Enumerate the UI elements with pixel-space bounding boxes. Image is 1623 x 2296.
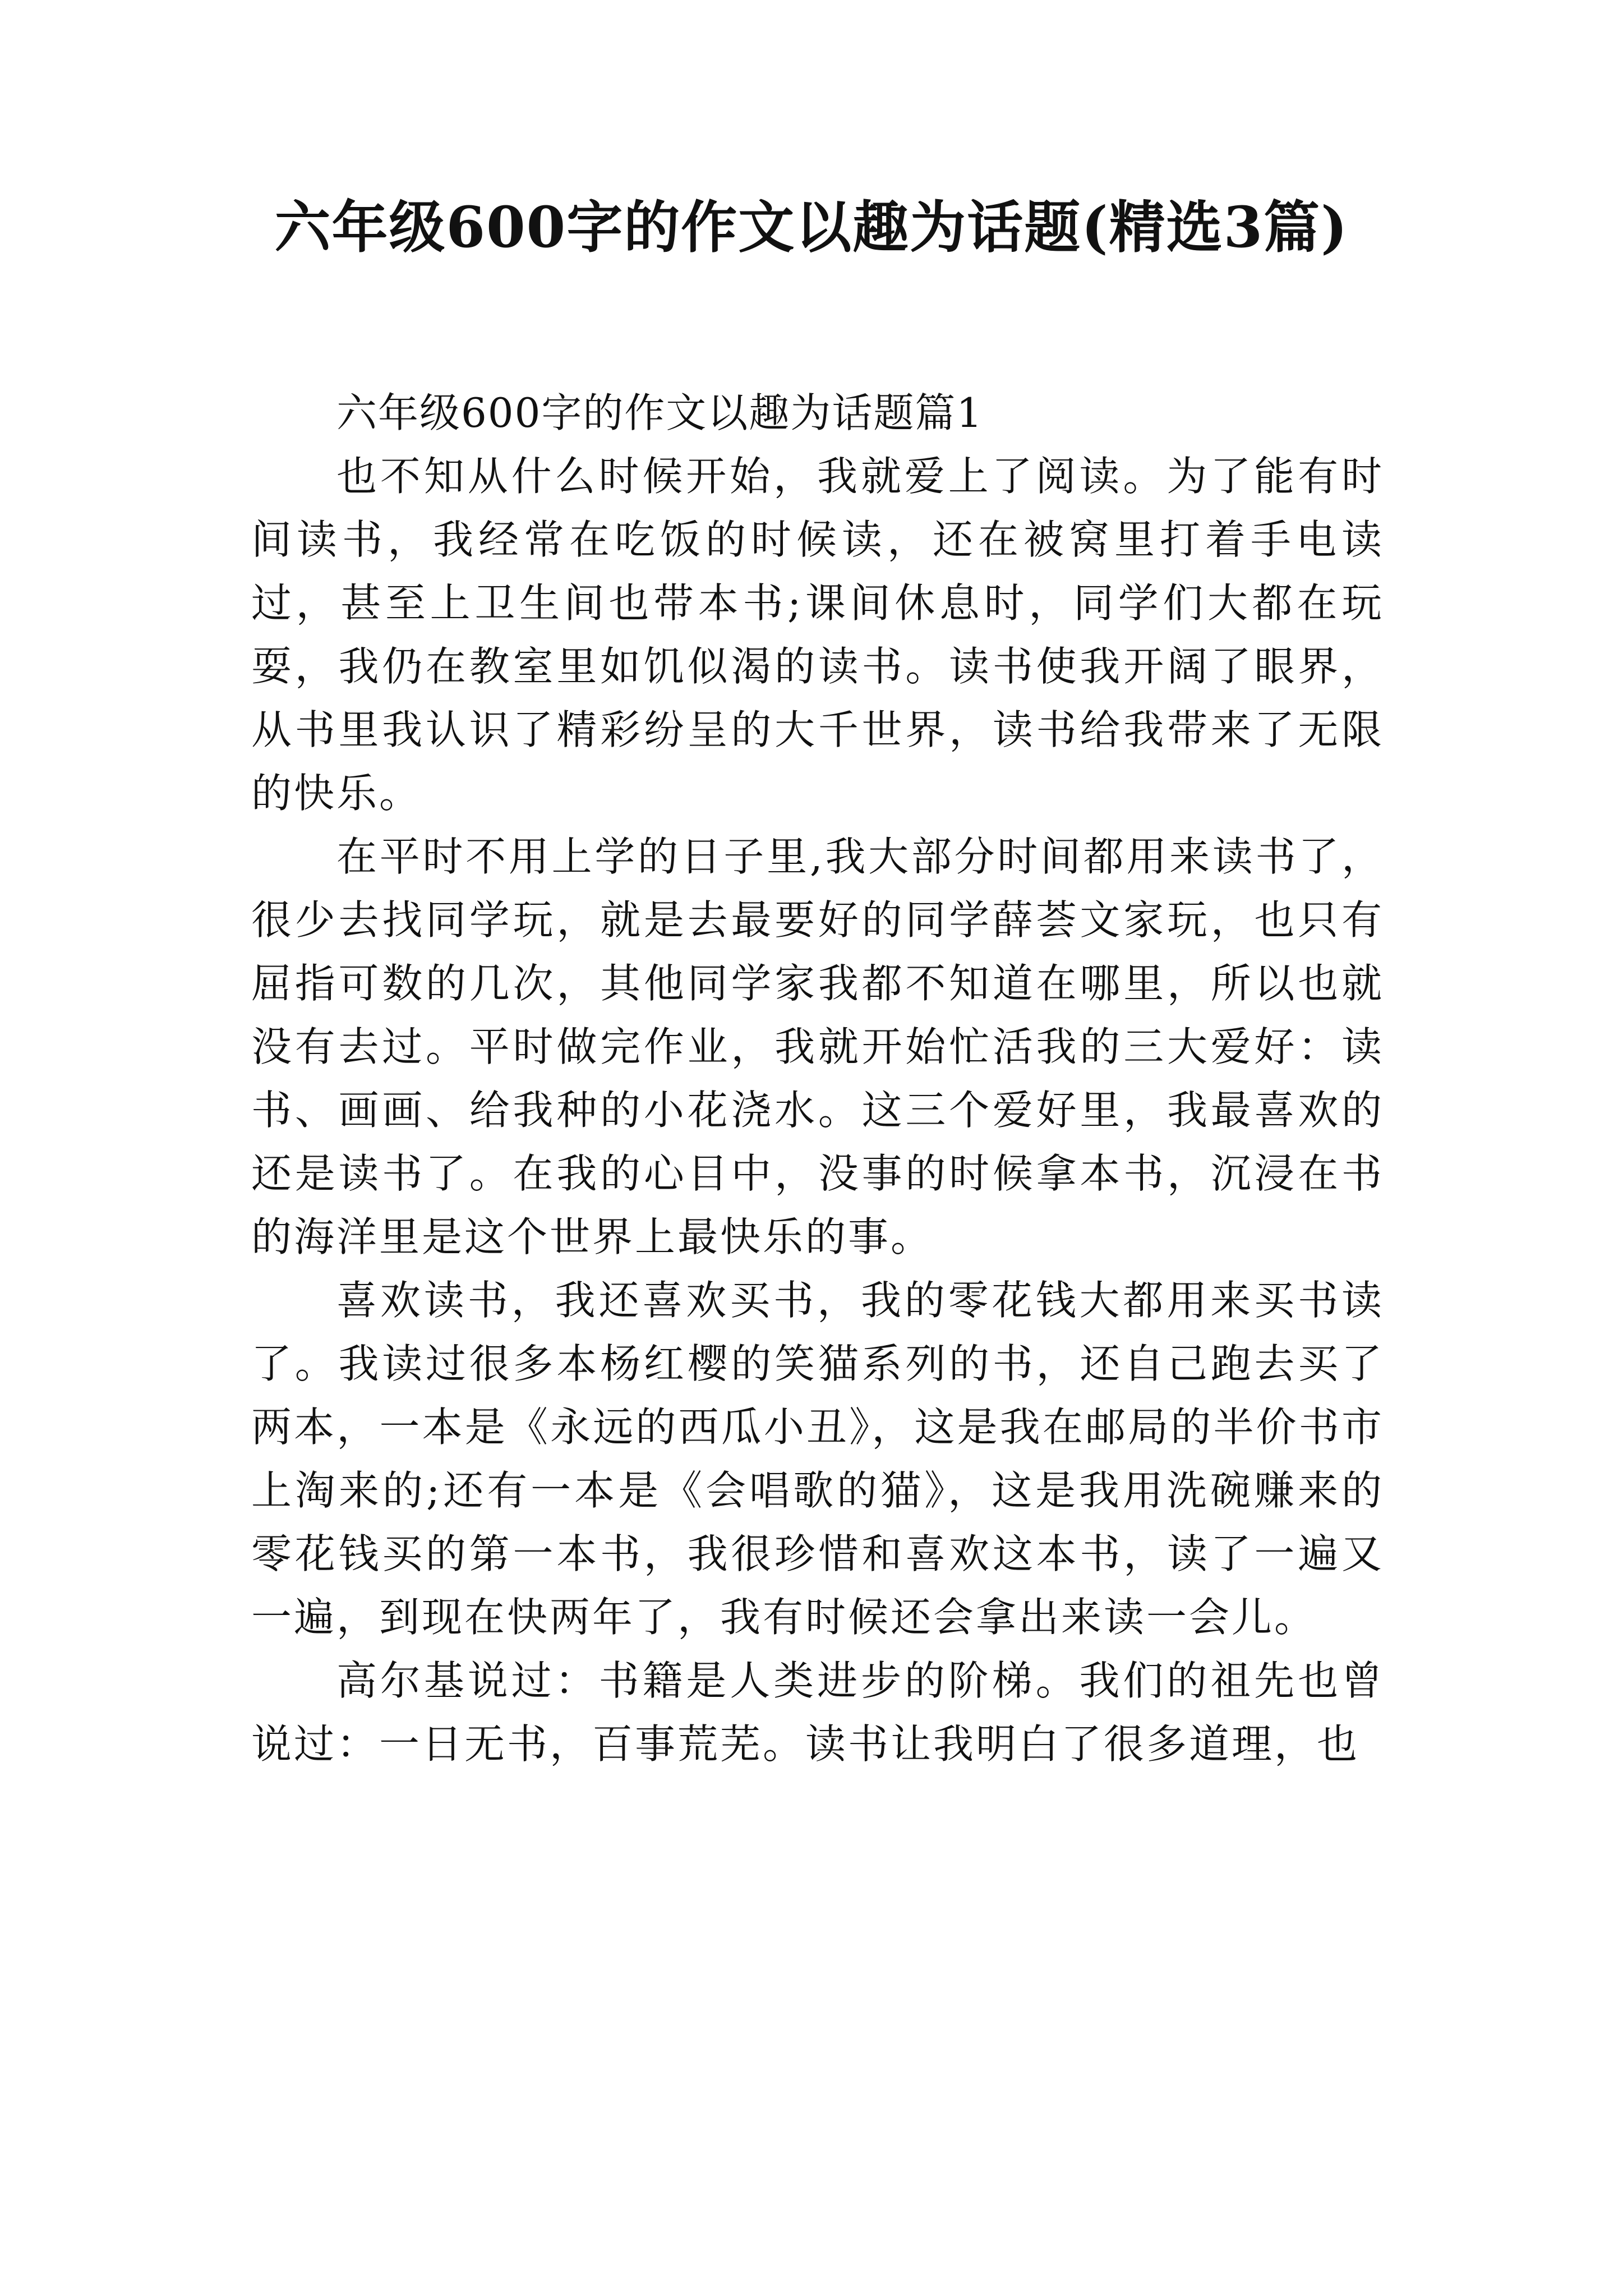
section-heading: 六年级600字的作文以趣为话题篇1: [336, 389, 984, 436]
document-title: 六年级600字的作文以趣为话题(精选3篇): [274, 194, 1349, 260]
paragraph: 也不知从什么时候开始，我就爱上了阅读。为了能有时间读书，我经常在吃饭的时候读，还在被窝里打着手电读过，甚至上卫生间也带本书;课间休息时，同学们大都在玩耍，我仍在教室里如饥似渴的读书。读书使我开阔了眼界，从书里我认识了精彩纷呈的大千世界，读书给我带来了无限的快乐。: [251, 453, 1384, 817]
document-body: [251, 381, 1384, 1776]
paragraph: 高尔基说过：书籍是人类进步的阶梯。我们的祖先也曾说过：一日无书，百事荒芜。读书让我明白了很多道理，也: [251, 1657, 1384, 1768]
paragraph: 在平时不用上学的日子里,我大部分时间都用来读书了，很少去找同学玩，就是去最要好的同学薛荟文家玩，也只有屈指可数的几次，其他同学家我都不知道在哪里，所以也就没有去过。平时做完作业，我就开始忙活我的三大爱好：读书、画画、给我种的小花浇水。这三个爱好里，我最喜欢的还是读书了。在我的心目中，没事的时候拿本书，沉浸在书的海洋里是这个世界上最快乐的事。: [251, 833, 1384, 1260]
paragraph: 喜欢读书，我还喜欢买书，我的零花钱大都用来买书读了。我读过很多本杨红樱的笑猫系列的书，还自己跑去买了两本，一本是《永远的西瓜小丑》，这是我在邮局的半价书市上淘来的;还有一本是《会唱歌的猫》，这是我用洗碗赚来的零花钱买的第一本书，我很珍惜和喜欢这本书，读了一遍又一遍，到现在快两年了，我有时候还会拿出来读一会儿。: [251, 1277, 1384, 1641]
